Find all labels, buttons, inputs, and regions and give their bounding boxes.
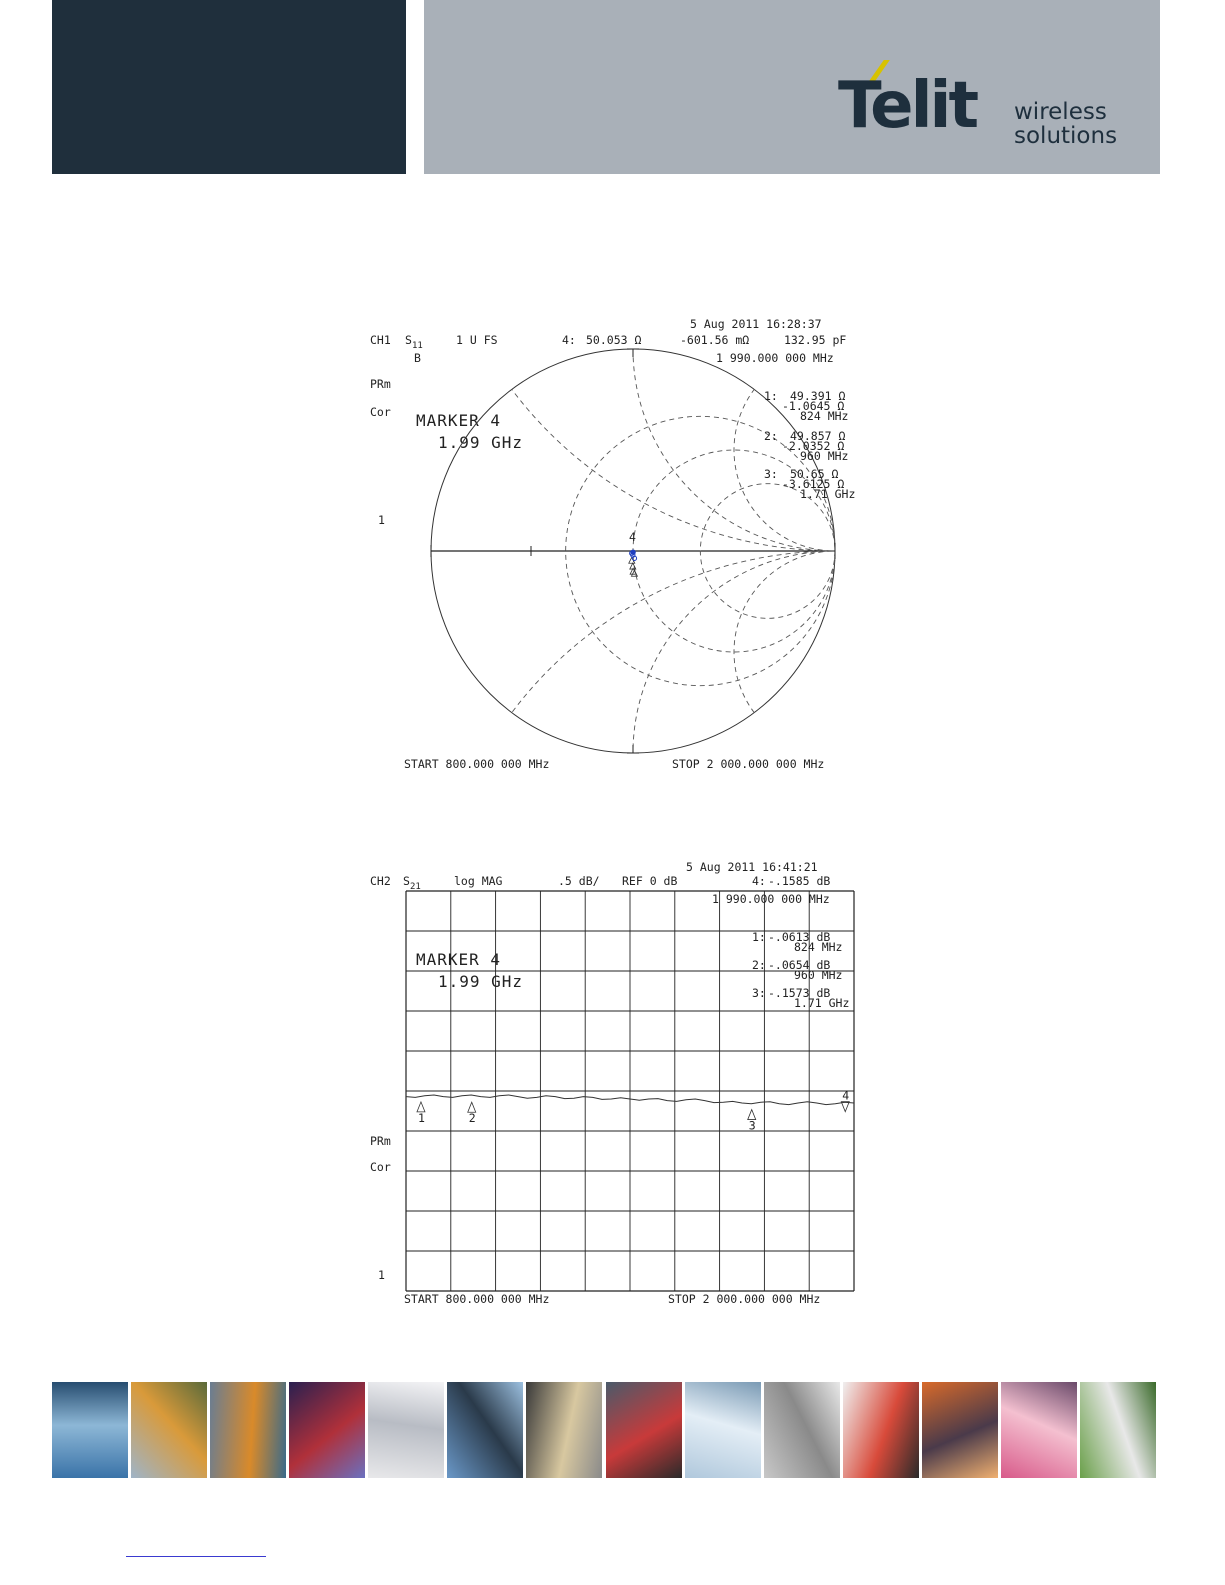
- logmag-m1-freq: 824 MHz: [794, 940, 843, 954]
- photo-train: [922, 1382, 998, 1478]
- smith-active-marker-value3: 132.95 pF: [784, 333, 847, 347]
- photo-card-reader: [526, 1382, 602, 1478]
- photo-led-clock: [289, 1382, 365, 1478]
- logmag-stop: STOP 2 000.000 000 MHz: [668, 1292, 821, 1306]
- smith-param: $S_{11}$: [405, 333, 423, 351]
- photo-printing: [1001, 1382, 1077, 1478]
- smith-markers: [629, 530, 638, 576]
- smith-reactance-arcs: [431, 310, 870, 780]
- smith-format: 1 U FS: [456, 333, 498, 347]
- logmag-marker-readout-1: [752, 930, 842, 954]
- logmag-m2-freq: 960 MHz: [794, 968, 843, 982]
- smith-m3-x: -3.6125 Ω: [782, 477, 845, 491]
- smith-m3-r: 50.65 Ω: [790, 467, 839, 481]
- logmag-active-marker-label: 4:: [752, 874, 766, 888]
- logmag-timestamp: 5 Aug 2011 16:41:21: [686, 860, 818, 874]
- smith-marker-title: MARKER 4: [416, 411, 502, 430]
- logmag-m3-value: -.1573 dB: [768, 986, 831, 1000]
- logmag-m3-freq: 1.71 GHz: [794, 996, 850, 1010]
- smith-m3-f: 1.71 GHz: [800, 487, 856, 501]
- logmag-left-label-prm: PRm: [370, 1134, 391, 1148]
- smith-left-label-cor: Cor: [370, 405, 391, 419]
- logmag-scale: .5 dB/: [558, 874, 600, 888]
- logo-tagline: [1014, 100, 1117, 148]
- logmag-m3-id: 3:: [752, 986, 766, 1000]
- smith-m2-f: 960 MHz: [800, 449, 849, 463]
- smith-grid: [431, 310, 870, 780]
- logmag-marker-tag-4: 4: [842, 1088, 850, 1103]
- footer-link-underline: [126, 1556, 266, 1557]
- logmag-left-label-cor: Cor: [370, 1160, 391, 1174]
- smith-active-marker-value1: 50.053 Ω: [586, 333, 642, 347]
- smith-start: START 800.000 000 MHz: [404, 757, 550, 771]
- smith-marker-tag-4: 4: [629, 530, 636, 544]
- photo-highway: [52, 1382, 128, 1478]
- logmag-active-marker-value: -.1585 dB: [768, 874, 831, 888]
- smith-timestamp: 5 Aug 2011 16:28:37: [690, 317, 822, 331]
- photo-cyclist: [447, 1382, 523, 1478]
- logmag-marker-readout-3: [752, 986, 849, 1010]
- telit-logo: [838, 60, 1138, 160]
- logmag-marker-tag-3: 3: [748, 1118, 756, 1133]
- smith-m2-r: 49.857 Ω: [790, 429, 846, 443]
- logmag-left-label-ref: 1: [378, 1268, 385, 1282]
- photo-keyboard: [368, 1382, 444, 1478]
- logmag-marker-readout-2: [752, 958, 842, 982]
- logo-brand: Telit: [838, 69, 977, 143]
- smith-marker-point-4: [631, 550, 635, 554]
- logmag-marker-tag-2: 2: [468, 1111, 476, 1126]
- photo-containers: [210, 1382, 286, 1478]
- smith-m1-f: 824 MHz: [800, 409, 849, 423]
- smith-active-marker-freq: 1 990.000 000 MHz: [716, 351, 834, 365]
- photo-phone-booth: [131, 1382, 207, 1478]
- smith-reactance-arc: [734, 551, 870, 753]
- smith-m2-x: -2.0352 Ω: [782, 439, 845, 453]
- photo-camera: [1080, 1382, 1156, 1478]
- logmag-m2-value: -.0654 dB: [768, 958, 831, 972]
- logmag-param: $S_{21}$: [403, 874, 421, 892]
- logmag-active-marker-freq: 1 990.000 000 MHz: [712, 892, 830, 906]
- smith-stop: STOP 2 000.000 000 MHz: [672, 757, 825, 771]
- smith-marker-freq: 1.99 GHz: [438, 433, 524, 452]
- logmag-m1-id: 1:: [752, 930, 766, 944]
- smith-reactance-arc: [431, 551, 870, 780]
- header-dark-panel: [52, 0, 406, 174]
- logmag-markers: [417, 1089, 849, 1133]
- logmag-marker-freq: 1.99 GHz: [438, 972, 524, 991]
- smith-active-marker-label: 4:: [562, 333, 576, 347]
- logmag-format: log MAG: [454, 874, 503, 888]
- logmag-marker-tag-1: 1: [417, 1110, 425, 1125]
- smith-active-marker-value2: -601.56 mΩ: [680, 333, 750, 347]
- logmag-chart: [360, 855, 870, 1315]
- smith-reactance-arc: [633, 551, 870, 780]
- smith-indicator: B: [414, 351, 421, 365]
- smith-marker-readout-2: [764, 429, 848, 463]
- logmag-m2-id: 2:: [752, 958, 766, 972]
- smith-channel: CH1: [370, 333, 391, 347]
- logmag-channel: CH2: [370, 874, 391, 888]
- logmag-m1-value: -.0613 dB: [768, 930, 831, 944]
- logmag-ref: REF 0 dB: [622, 874, 678, 888]
- smith-left-label-prm: PRm: [370, 377, 391, 391]
- smith-m2-id: 2:: [764, 429, 778, 443]
- photo-corridor: [843, 1382, 919, 1478]
- logmag-marker-title: MARKER 4: [416, 950, 502, 969]
- smith-left-label-ref: 1: [378, 513, 385, 527]
- smith-chart: [360, 310, 870, 780]
- photo-meter: [764, 1382, 840, 1478]
- logmag-start: START 800.000 000 MHz: [404, 1292, 550, 1306]
- logmag-marker-flag-4: [841, 1102, 849, 1112]
- smith-marker-readout-1: [764, 389, 848, 423]
- smith-param-text: S: [405, 333, 412, 347]
- logo-tagline-line1: wireless: [1014, 99, 1107, 125]
- smith-m3-id: 3:: [764, 467, 778, 481]
- smith-m1-id: 1:: [764, 389, 778, 403]
- photo-vending: [606, 1382, 682, 1478]
- photo-wind-farm: [685, 1382, 761, 1478]
- smith-m1-x: -1.0645 Ω: [782, 399, 845, 413]
- logo-tagline-line2: solutions: [1014, 123, 1118, 149]
- smith-m1-r: 49.391 Ω: [790, 389, 846, 403]
